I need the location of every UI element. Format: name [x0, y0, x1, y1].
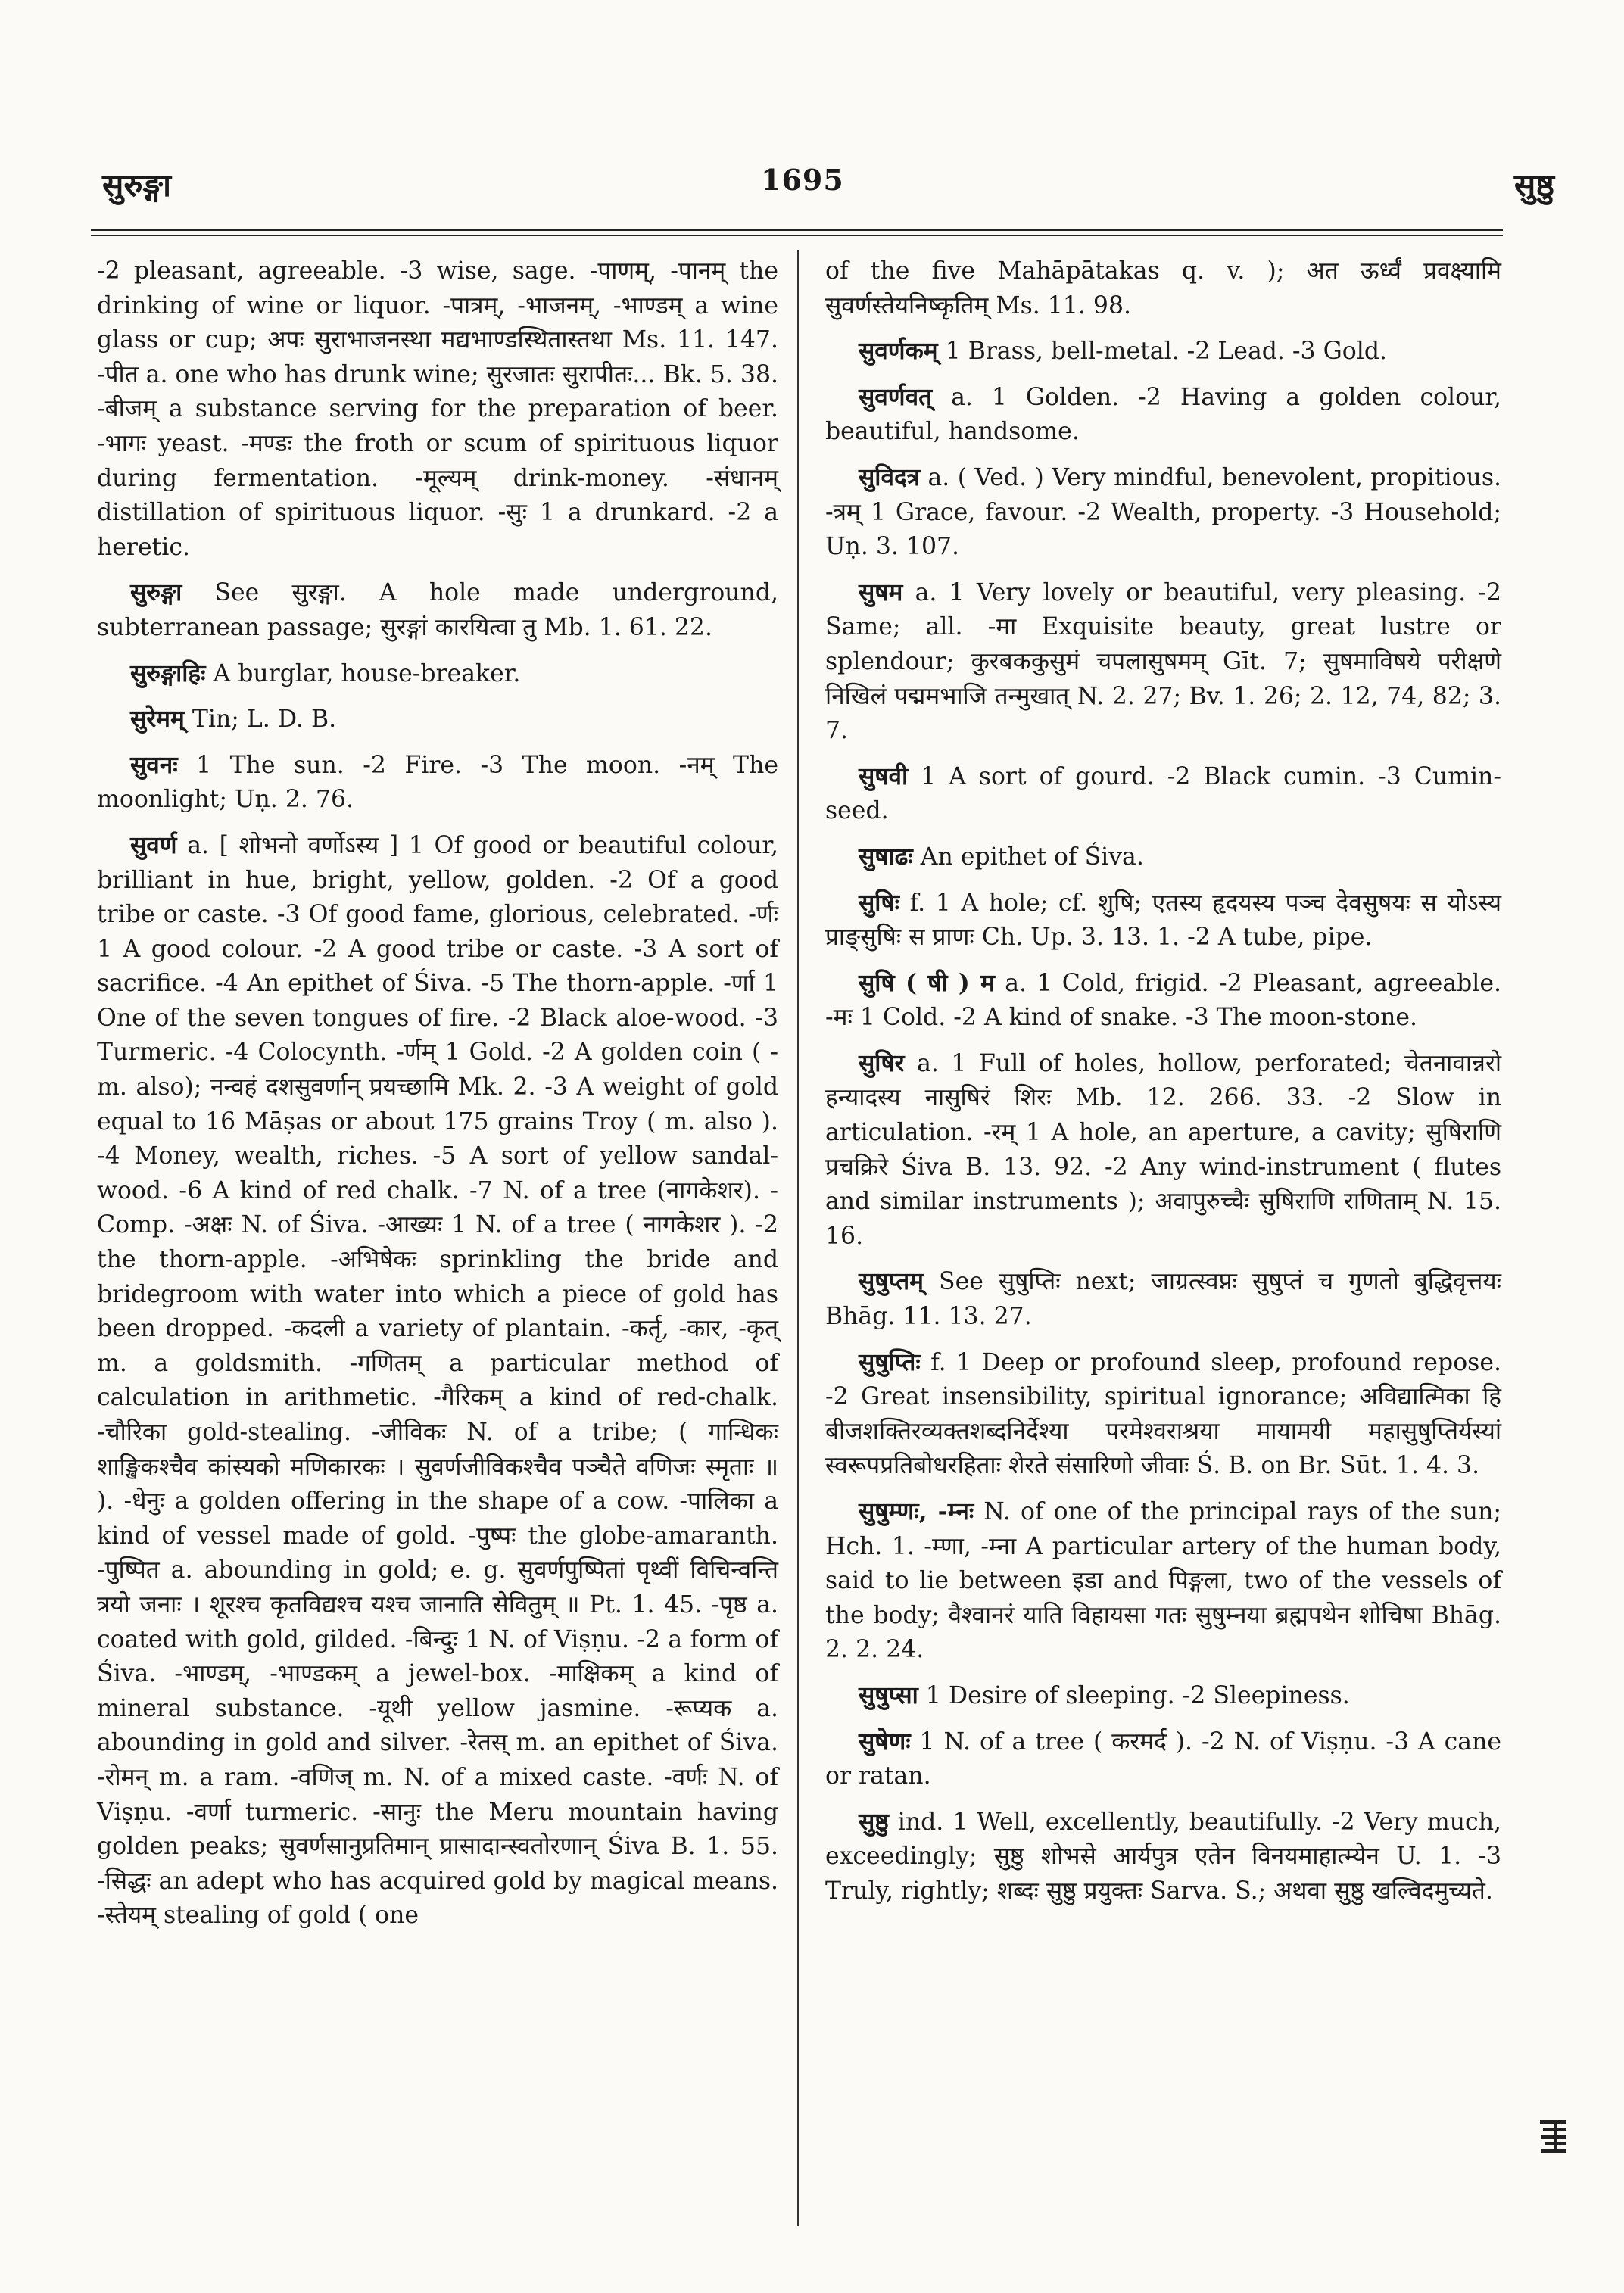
dictionary-entry: [825, 840, 1501, 875]
entry-headword: सुवर्णवत्: [859, 382, 933, 411]
left-column: [97, 254, 778, 1944]
dictionary-entry: [825, 759, 1501, 829]
dictionary-entry: [97, 254, 778, 565]
entry-text: a. ( Ved. ) Very mindful, benevolent, propitious. -त्रम् 1 Grace, favour. -2 Wealth, property. -3 Household; Uṇ. 3. 107.: [825, 463, 1501, 561]
dictionary-entry: [97, 748, 778, 818]
entry-headword: सुरुङ्गाहिः: [130, 659, 206, 687]
dictionary-entry: [825, 1345, 1501, 1484]
entry-text: An epithet of Śiva.: [920, 843, 1144, 871]
dictionary-entry: [97, 702, 778, 737]
entry-text: 1 Desire of sleeping. -2 Sleepiness.: [925, 1681, 1350, 1709]
entry-text: -2 pleasant, agreeable. -3 wise, sage. -पाणम्, -पानम् the drinking of wine or liquor. -पात्रम्, -भाजनम्, -भाण्डम् a wine glass or cup; अपः सुराभाजनस्था मद्यभाण्डस्थितास्तथा Ms. 11. 147. -पीत a. one who has drunk wine; सुरजातः सुरापीतः... Bk. 5. 38. -बीजम् a substance serving for the preparation of beer. -भागः yeast. -मण्डः the froth or scum of spirituous liquor during fermentation. -मूल्यम् drink-money. -संधानम् distillation of spirituous liquor. -सुः 1 a drunkard. -2 a heretic.: [97, 257, 778, 561]
entry-text: 1 A sort of gourd. -2 Black cumin. -3 Cumin-seed.: [825, 762, 1501, 825]
dictionary-entry: [825, 966, 1501, 1036]
entry-text: f. 1 Deep or profound sleep, profound repose. -2 Great insensibility, spiritual ignorance; अविद्यात्मिका हि बीजशक्तिरव्यक्तशब्दनिर्देश्या परमेश्वराश्रया मायामयी महासुषुप्तिर्यस्यां स्वरूपप्रतिबोधरहिताः शेरते संसारिणो जीवाः Ś. B. on Br. Sūt. 1. 4. 3.: [825, 1348, 1502, 1480]
dictionary-entry: [825, 1678, 1501, 1714]
entry-text: 1 Brass, bell-metal. -2 Lead. -3 Gold.: [945, 338, 1387, 366]
entry-headword: सुवर्णकम्: [859, 337, 938, 366]
page-number: 1695: [761, 163, 844, 197]
entry-headword: सुषुप्तिः: [859, 1347, 921, 1376]
header-right-word: सुष्ठु: [1513, 167, 1554, 204]
signature-mark-icon: [1537, 2116, 1570, 2158]
entry-text: ind. 1 Well, excellently, beautifully. -2 Very much, exceedingly; सुष्ठु शोभसे आर्यपुत्र एतेन विनयमाहात्म्येन U. 1. -3 Truly, rightly; शब्दः सुष्ठु प्रयुक्तः Sarva. S.; अथवा सुष्ठु खल्विदमुच्यते.: [825, 1808, 1501, 1905]
column-divider: [797, 250, 799, 2226]
entry-text: a. 1 Full of holes, hollow, perforated; चेतनावान्नरो हन्यादस्य नासुषिरं शिरः Mb. 12. 266. 33. -2 Slow in articulation. -रम् 1 A hole, an aperture, a cavity; सुषिराणि प्रचक्रिरे Śiva B. 13. 92. -2 Any wind-instrument ( flutes and similar instruments ); अवापुरुच्चैः सुषिराणि राणिताम् N. 15. 16.: [825, 1049, 1502, 1250]
dictionary-entry: [825, 1805, 1501, 1909]
entry-headword: सुषेणः: [859, 1727, 911, 1756]
entry-headword: सुषवी: [859, 762, 909, 790]
header-left-word: सुरुङ्गा: [102, 167, 171, 204]
entry-text: a. 1 Golden. -2 Having a golden colour, beautiful, handsome.: [825, 383, 1501, 446]
dictionary-entry: [825, 254, 1501, 323]
entry-headword: सुषुम्णः, -म्नः: [859, 1497, 974, 1525]
entry-text: f. 1 A hole; cf. शुषि; एतस्य हृदयस्य पञ्च देवसुषयः स योऽस्य प्राङ्सुषिः स प्राणः Ch. Up. 3. 13. 1. -2 A tube, pipe.: [825, 889, 1502, 952]
dictionary-entry: [825, 1724, 1501, 1794]
entry-text: See सुरङ्गा. A hole made underground, subterranean passage; सुरङ्गां कारयित्वा तु Mb. 1. 61. 22.: [97, 579, 779, 641]
right-column: [825, 254, 1501, 1920]
entry-text: a. 1 Very lovely or beautiful, very pleasing. -2 Same; all. -मा Exquisite beauty, great lustre or splendour; कुरबककुसुमं चपलासुषमम् Gīt. 7; सुषमाविषये परीक्षणे निखिलं पद्ममभाजि तन्मुखात् N. 2. 27; Bv. 1. 26; 2. 12, 74, 82; 3. 7.: [825, 578, 1502, 745]
dictionary-entry: [825, 1494, 1501, 1668]
entry-text: A burglar, house-breaker.: [213, 659, 521, 687]
entry-headword: सुषिर: [859, 1048, 905, 1077]
dictionary-entry: [97, 828, 778, 1933]
entry-text: a. 1 Cold, frigid. -2 Pleasant, agreeable. -मः 1 Cold. -2 A kind of snake. -3 The moon-stone.: [825, 969, 1501, 1032]
entry-headword: सुषुप्तम्: [859, 1267, 924, 1296]
dictionary-entry: [825, 380, 1501, 450]
dictionary-entry: [825, 886, 1501, 955]
entry-text: Tin; L. D. B.: [192, 706, 337, 734]
entry-headword: सुषिः: [859, 888, 900, 917]
entry-headword: सुषि ( षी ) म: [859, 968, 995, 997]
entry-headword: सुविदत्र: [859, 463, 921, 491]
entry-headword: सुषुप्सा: [859, 1681, 918, 1709]
entry-headword: सुवनः: [130, 750, 178, 779]
entry-headword: सुरुङ्गा: [130, 578, 182, 607]
entry-text: a. [ शोभनो वर्णोऽस्य ] 1 Of good or beautiful colour, brilliant in hue, bright, yellow, golden. -2 Of a good tribe or caste. -3 Of good fame, glorious, celebrated. -र्णः 1 A good colour. -2 A good tribe or caste. -3 A sort of sacrifice. -4 An epithet of Śiva. -5 The thorn-apple. -र्णा 1 One of the seven tongues of fire. -2 Black aloe-wood. -3 Turmeric. -4 Colocynth. -र्णम् 1 Gold. -2 A golden coin ( -m. also); नन्वहं दशसुवर्णान् प्रयच्छामि Mk. 2. -3 A weight of gold equal to 16 Māṣas or about 175 grains Troy ( m. also ). -4 Money, wealth, riches. -5 A sort of yellow sandal-wood. -6 A kind of red chalk. -7 N. of a tree (नागकेशर). -Comp. -अक्षः N. of Śiva. -आख्यः 1 N. of a tree ( नागकेशर ). -2 the thorn-apple. -अभिषेकः sprinkling the bride and bridegroom with water into which a piece of gold has been dropped. -कदली a variety of plantain. -कर्तृ, -कार, -कृत् m. a goldsmith. -गणितम् a particular method of calculation in arithmetic. -गैरिकम् a kind of red-chalk. -चौरिका gold-stealing. -जीविकः N. of a tribe; ( गान्धिकः शाङ्खिकश्चैव कांस्यको मणिकारकः । सुवर्णजीविकश्चैव पञ्चैते वणिजः स्मृताः ॥ ). -धेनुः a golden offering in the shape of a cow. -पालिका a kind of vessel made of gold. -पुष्पः the globe-amaranth. -पुष्पित a. abounding in gold; e. g. सुवर्णपुष्पितां पृथ्वीं विचिन्वन्ति त्रयो जनाः । शूरश्च कृतविद्यश्च यश्च जानाति सेवितुम् ॥ Pt. 1. 45. -पृष्ठ a. coated with gold, gilded. -बिन्दुः 1 N. of Viṣṇu. -2 a form of Śiva. -भाण्डम्, -भाण्डकम् a jewel-box. -माक्षिकम् a kind of mineral substance. -यूथी yellow jasmine. -रूप्यक a. abounding in gold and silver. -रेतस् m. an epithet of Śiva. -रोमन् m. a ram. -वणिज् m. N. of a mixed caste. -वर्णः N. of Viṣṇu. -वर्णा turmeric. -सानुः the Meru mountain having golden peaks; सुवर्णसानुप्रतिमान् प्रासादान्स्वतोरणान् Śiva B. 1. 55. -सिद्धः an adept who has acquired gold by magical means. -स्तेयम् stealing of gold ( one: [97, 831, 778, 1930]
dictionary-entry: [825, 575, 1501, 749]
entry-text: N. of one of the principal rays of the sun; Hch. 1. -म्णा, -म्ना A particular artery of the human body, said to lie between इडा and पिङ्गला, two of the vessels of the body; वैश्वानरं याति विहायसा गतः सुषुम्नया ब्रह्मपथेन शोचिषा Bhāg. 2. 2. 24.: [825, 1498, 1501, 1664]
entry-headword: सुरेमम्: [130, 705, 185, 734]
entry-text: of the five Mahāpātakas q. v. ); अत ऊर्ध्वं प्रवक्ष्यामि सुवर्णस्तेयनिष्कृतिम् Ms. 11. 98.: [825, 257, 1501, 319]
dictionary-entry: [825, 334, 1501, 369]
header-rule: [91, 229, 1503, 231]
entry-text: 1 The sun. -2 Fire. -3 The moon. -नम् The moonlight; Uṇ. 2. 76.: [97, 751, 778, 814]
entry-headword: सुवर्ण: [130, 830, 177, 859]
dictionary-entry: [97, 656, 778, 692]
entry-text: 1 N. of a tree ( करमर्द ). -2 N. of Viṣṇu. -3 A cane or ratan.: [825, 1728, 1502, 1790]
dictionary-entry: [97, 575, 778, 645]
dictionary-entry: [825, 1046, 1501, 1254]
entry-headword: सुषाढः: [859, 842, 913, 871]
entry-headword: सुषम: [859, 578, 903, 606]
header-rule-secondary: [91, 235, 1503, 236]
dictionary-entry: [825, 1264, 1501, 1334]
entry-text: See सुषुप्तिः next; जाग्रत्स्वप्नः सुषुप्तं च गुणतो बुद्धिवृत्तयः Bhāg. 11. 13. 27.: [825, 1268, 1502, 1331]
entry-headword: सुष्ठु: [859, 1807, 889, 1836]
dictionary-entry: [825, 460, 1501, 565]
